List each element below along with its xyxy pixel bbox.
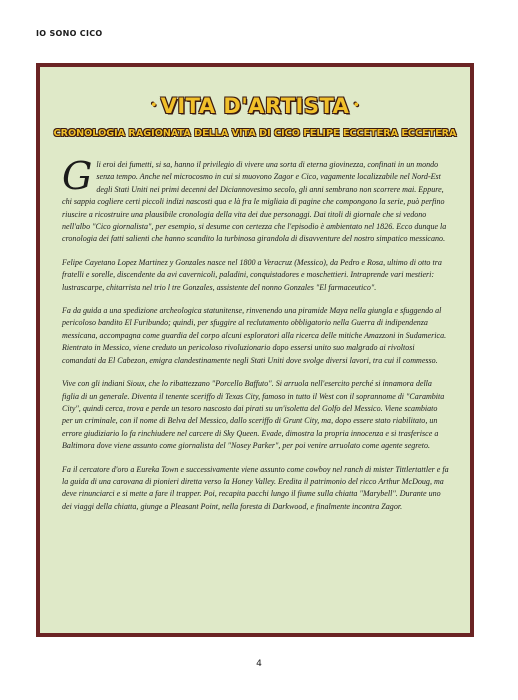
paragraph	[62, 154, 450, 246]
page-number: 4	[256, 659, 262, 669]
article-panel	[36, 63, 474, 637]
article-body	[62, 154, 450, 524]
paragraph: Vive con gli indiani Sioux, che lo ribattezzano "Porcello Baffuto". Si arruola nell'esercito perché si innamora della figlia di un generale. Diventa il tenente sceriffo di Texas City, famoso in tutto il West con il soprannome di "Carambita City", quindi cerca, trova e perde un tesoro nascosto dai pirati su un'isoletta del Golfo del Messico. Viene scambiato per un criminale, con il nome di Belva del Messico, dallo sceriffo di Grunt City, ma, dopo essere stato riabilitato, un errore giudiziario lo fa rinchiudere nel carcere di Sky Queen. Evade, dimostra la propria innocenza e si trasferisce a Baltimora dove viene assunto come giornalista del "Nosey Parker", per poi venire arruolato come agente segreto.	[62, 379, 445, 451]
title-bullet-left: •	[150, 97, 157, 114]
title-row	[40, 94, 470, 118]
section-label: IO SONO CICO	[36, 29, 103, 38]
paragraph: Felipe Cayetano Lopez Martinez y Gonzales nasce nel 1800 a Veracruz (Messico), da Pedro e Rosa, ultimo di otto tra fratelli e sorelle, discendente da avi cavernicoli, paladini, conquistadores e moschettieri. Intraprende vari mestieri: lustrascarpe, chitarrista nel trio l tre Gonzales, assistente del nonno Gonzales "El farmaceutico".	[62, 257, 442, 292]
drop-cap: G	[62, 154, 93, 198]
article-title: VITA D'ARTISTA	[160, 94, 350, 118]
paragraph: Fa da guida a una spedizione archeologica statunitense, rinvenendo una piramide Maya nella giungla e sfuggendo al pericoloso bandito El Furibundo; quindi, per sfuggire al reclutamento obbligatorio nella Guerra di indipendenza messicana, accompagna come guardia del corpo alcuni esploratori alla ricerca delle mitiche Amazzoni in Sudamerica. Rientrato in Messico, viene creduto un pericoloso rivoluzionario dopo essersi unito suo malgrado ai rivoltosi comandati da El Cabezon, emigra clandestinamente negli Stati Uniti dove svolge diversi lavori, tra cui il commesso.	[62, 306, 447, 365]
paragraph: Fa il cercatore d'oro a Eureka Town e successivamente viene assunto come cowboy nel ranch di mister Tittlertattler e fa la guida di una carovana di pionieri diretta verso la Honey Valley. Eredita il patrimonio del ricco Arthur McDoug, ma deve rinunciarci e si mette a fare il trapper. Poi, recapita pacchi lungo il fiume sulla chiatta "Marybell". Durante uno dei viaggi della chiatta, giunge a Pleasant Point, nella foresta di Darkwood, e finalmente incontra Zagor.	[62, 464, 449, 511]
article-subtitle: CRONOLOGIA RAGIONATA DELLA VITA DI CICO FELIPE ECCETERA ECCETERA	[53, 128, 457, 139]
paragraph-text: li eroi dei fumetti, si sa, hanno il privilegio di vivere una sorta di eterna giovinezza, confinati in un mondo senza tempo. Anche nel microcosmo in cui si muovono Zagor e Cico, vagamente localizzabile nel Nord-Est degli Stati Uniti nei primi decenni del Diciannovesimo secolo, gli anni sembrano non scorrere mai. Eppure, chi sappia cogliere certi piccoli indizi nascosti qua e là fra le migliaia di pagine che compongono la serie, può perfino riuscire a ricostruire una plausibile cronologia della vita dei due personaggi. Dai titoli di giornale che si vedono nell'albo "Cico giornalista", per esempio, si desume con certezza che l'episodio è ambientato nel 1826. Ecco dunque la cronologia dei fatti salienti che hanno scandito la turbinosa girandola di disavventure del nostro simpatico messicano.	[62, 160, 447, 244]
title-bullet-right: •	[353, 97, 360, 114]
